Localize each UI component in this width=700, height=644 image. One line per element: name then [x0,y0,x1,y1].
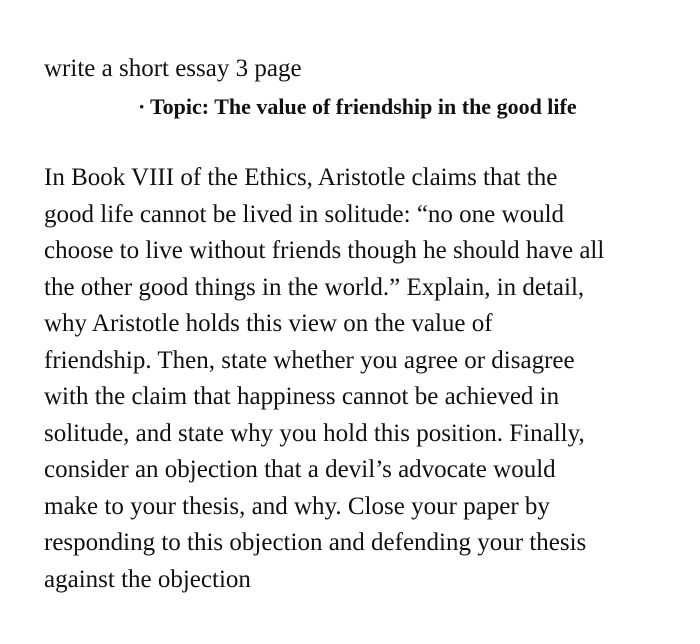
prompt-line: choose to live without friends though he should have all [44,237,605,264]
prompt-line: the other good things in the world.” Explain, in detail, [44,273,585,301]
prompt-line: solitude, and state why you hold this position. Finally, [44,419,585,447]
prompt-line: against the objection [44,565,251,593]
topic-list-item [44,90,684,124]
prompt-line: with the claim that happiness cannot be achieved in [44,383,560,410]
prompt-line: friendship. Then, state whether you agree or disagree [44,346,575,374]
document [44,52,684,598]
bullet-icon: · [138,94,146,119]
prompt-line: consider an objection that a devil’s advocate would [44,456,556,483]
prompt-line: why Aristotle holds this view on the value of [44,310,493,337]
prompt-line: make to your thesis, and why. Close your paper by [44,492,550,520]
topic-heading: Topic: The value of friendship in the good life [150,94,577,119]
essay-prompt [44,160,674,598]
prompt-line: In Book VIII of the Ethics, Aristotle claims that the [44,164,558,191]
prompt-line: responding to this objection and defending your thesis [44,529,587,556]
prompt-line: good life cannot be lived in solitude: “no one would [44,200,565,228]
intro-text: write a short essay 3 page [44,55,302,82]
